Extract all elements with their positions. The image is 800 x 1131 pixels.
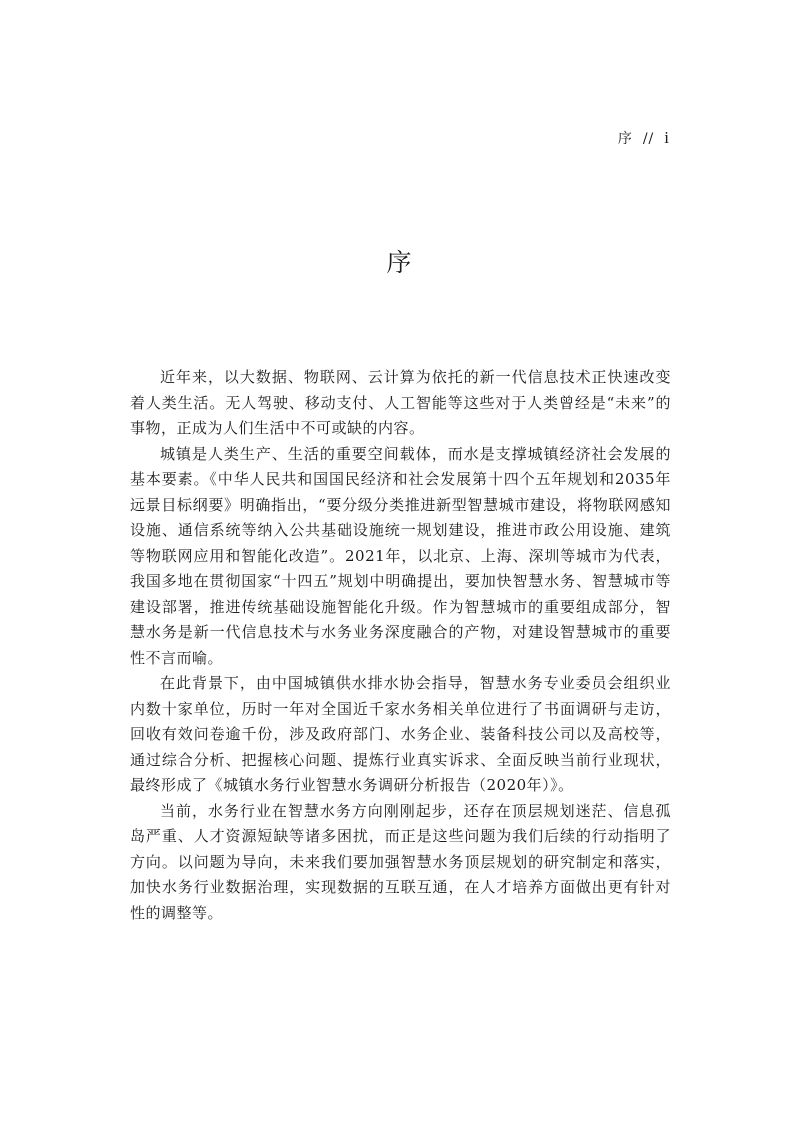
body-text — [130, 365, 671, 926]
paragraph-2: 城镇是人类生产、生活的重要空间载体，而水是支撑城镇经济社会发展的基本要素。《中华人民共和国国民经济和社会发展第十四个五年规划和2035年远景目标纲要》明确指出，“要分级分类推进新型智慧城市建设，将物联网感知设施、通信系统等纳入公共基础设施统一规划建设，推进市政公用设施、建筑等物联网应用和智能化改造”。2021年，以北京、上海、深圳等城市为代表，我国多地在贯彻国家“十四五”规划中明确提出，要加快智慧水务、智慧城市等建设部署，推进传统基础设施智能化升级。作为智慧城市的重要组成部分，智慧水务是新一代信息技术与水务业务深度融合的产物，对建设智慧城市的重要性不言而喻。 — [130, 444, 671, 667]
page-number: i — [664, 128, 670, 147]
running-header-section: 序 — [617, 131, 633, 147]
chapter-title: 序 — [386, 248, 414, 277]
running-header — [618, 128, 670, 148]
running-header-separator: // — [642, 131, 655, 147]
paragraph-1: 近年来，以大数据、物联网、云计算为依托的新一代信息技术正快速改变着人类生活。无人驾驶、移动支付、人工智能等这些对于人类曾经是“未来”的事物，正成为人们生活中不可或缺的内容。 — [130, 368, 671, 437]
paragraph-3: 在此背景下，由中国城镇供水排水协会指导，智慧水务专业委员会组织业内数十家单位，历时一年对全国近千家水务相关单位进行了书面调研与走访，回收有效问卷逾千份，涉及政府部门、水务企业、装备科技公司以及高校等，通过综合分析、把握核心问题、提炼行业真实诉求、全面反映当前行业现状，最终形成了《城镇水务行业智慧水务调研分析报告（2020年）》。 — [130, 674, 671, 794]
paragraph-4: 当前，水务行业在智慧水务方向刚刚起步，还存在顶层规划迷茫、信息孤岛严重、人才资源短缺等诸多困扰，而正是这些问题为我们后续的行动指明了方向。以问题为导向，未来我们要加强智慧水务顶层规划的研究制定和落实，加快水务行业数据治理，实现数据的互联互通，在人才培养方面做出更有针对性的调整等。 — [130, 801, 671, 922]
